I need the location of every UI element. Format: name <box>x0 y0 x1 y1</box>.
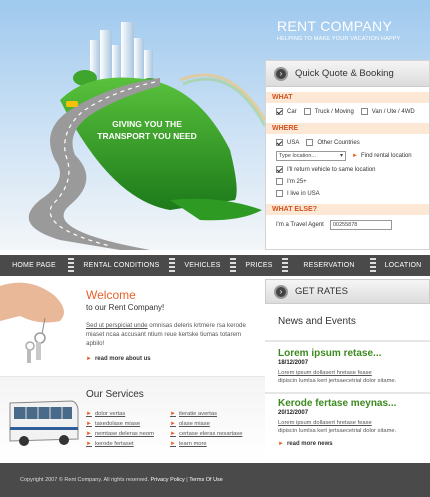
news-item <box>265 340 430 392</box>
read-more-about-row <box>86 354 261 364</box>
nav-reservation[interactable]: RESERVATION <box>303 262 355 269</box>
arrow-bullet-icon: ► <box>170 421 176 427</box>
get-rates-bar[interactable] <box>265 279 430 304</box>
services-col1 <box>86 409 154 449</box>
arrow-right-icon: › <box>274 285 288 299</box>
find-location-link[interactable]: Find rental location <box>360 153 412 159</box>
vehicle-type-row <box>266 108 429 115</box>
quote-panel-title: Quick Quote & Booking <box>295 68 394 79</box>
nav-prices[interactable]: PRICES <box>245 262 273 269</box>
checkbox-car[interactable] <box>276 108 283 115</box>
label-same-location: I'll return vehicle to same location <box>287 166 376 173</box>
location-row <box>266 151 429 161</box>
news-date: 20/12/2007 <box>278 410 309 416</box>
section-what-heading: WHAT <box>266 92 429 103</box>
news-text <box>278 419 430 435</box>
read-more-about-link[interactable]: read more about us <box>94 356 151 362</box>
nav-rental-conditions[interactable]: RENTAL CONDITIONS <box>83 262 160 269</box>
arrow-bullet-icon: ► <box>86 411 92 417</box>
main-nav <box>0 255 430 276</box>
same-location-row <box>266 166 429 173</box>
country-row <box>266 139 429 146</box>
copyright-text: Copyright 2007 © Rent Company. All rights reserved. <box>20 477 149 483</box>
welcome-link[interactable]: Sed ut perspiciat unde <box>86 322 148 329</box>
checkbox-live-usa[interactable] <box>276 190 283 197</box>
nav-home[interactable]: HOME PAGE <box>12 262 56 269</box>
arrow-bullet-icon: ► <box>170 431 176 437</box>
service-link[interactable]: ► nemtase deleras neom <box>86 431 154 437</box>
hero-slogan-line1: GIVING YOU THE <box>112 119 182 129</box>
arrow-bullet-icon: ► <box>352 153 358 159</box>
location-select[interactable]: Type location... ▾ <box>276 151 346 161</box>
welcome-section <box>0 276 265 376</box>
news-headline[interactable]: Lorem ipsum retase... <box>278 348 382 359</box>
label-van: Van / Ute / 4WD <box>371 108 415 115</box>
travel-agent-input[interactable]: 00255878 <box>330 220 392 230</box>
privacy-policy-link[interactable]: Privacy Policy <box>150 477 185 483</box>
arrow-bullet-icon: ► <box>86 431 92 437</box>
services-title: Our Services <box>86 389 144 400</box>
service-link[interactable]: ► kerode fertaset <box>86 441 134 447</box>
service-link[interactable]: ► dolor vertas <box>86 411 126 417</box>
news-headline[interactable]: Kerode fertase meynas... <box>278 398 397 409</box>
brand-name[interactable]: RENT COMPANY <box>277 18 393 34</box>
arrow-bullet-icon: ► <box>170 411 176 417</box>
news-link[interactable]: Lorem ipsum dollasert hretase fease <box>278 420 372 426</box>
travel-agent-label: I'm a Travel Agent <box>276 222 324 228</box>
checkbox-usa[interactable] <box>276 139 283 146</box>
arrow-bullet-icon: ► <box>86 421 92 427</box>
arrow-bullet-icon: ► <box>86 356 92 362</box>
footer-separator: | <box>186 477 188 483</box>
service-link[interactable]: ► certase eleras nesartase <box>170 431 243 437</box>
welcome-body <box>86 321 261 364</box>
service-link[interactable]: ► olase miase <box>170 421 210 427</box>
checkbox-age[interactable] <box>276 178 283 185</box>
news-date: 18/12/2007 <box>278 360 309 366</box>
news-body: dipiscin lumlsa kert jertsaecetrial dolor sitame. <box>278 378 397 384</box>
brand-block <box>277 18 401 42</box>
bus-image <box>6 399 80 447</box>
quote-panel-header <box>266 61 429 87</box>
footer <box>0 463 430 497</box>
read-more-news-link[interactable]: read more news <box>286 441 333 447</box>
label-car: Car <box>287 108 297 115</box>
welcome-title: Welcome <box>86 288 136 302</box>
brand-tagline: HELPING TO MAKE YOUR VACATION HAPPY <box>277 36 401 42</box>
service-link[interactable]: ► learn more <box>170 441 207 447</box>
arrow-bullet-icon: ► <box>86 441 92 447</box>
checkbox-truck[interactable] <box>304 108 311 115</box>
live-usa-row <box>266 190 429 197</box>
read-more-news-row <box>278 440 430 447</box>
terms-of-use-link[interactable]: Terms Of Use <box>189 477 223 483</box>
service-link[interactable]: ► taxedolase miase <box>86 421 141 427</box>
welcome-text: omnisas deleris krtmere rsa kerode miaset ncaa accusant ntium reue kertske tiumas totarem apbilo! <box>86 322 246 347</box>
hand-keys-image <box>0 276 80 376</box>
welcome-subtitle: to our Rent Company! <box>86 303 165 312</box>
label-usa: USA <box>287 139 300 146</box>
section-where-heading: WHERE <box>266 123 429 134</box>
label-age: I'm 25+ <box>287 178 307 185</box>
arrow-bullet-icon: ► <box>170 441 176 447</box>
section-what-else-heading: WHAT ELSE? <box>266 204 429 215</box>
hero-slogan <box>82 118 212 142</box>
service-link[interactable]: ► iteratie avertas <box>170 411 217 417</box>
checkbox-other-countries[interactable] <box>306 139 313 146</box>
nav-location[interactable]: LOCATION <box>384 262 422 269</box>
news-text <box>278 369 430 385</box>
services-section <box>0 376 265 462</box>
travel-agent-row <box>266 220 429 230</box>
checkbox-van[interactable] <box>361 108 368 115</box>
label-truck: Truck / Moving <box>314 108 354 115</box>
news-body: dipiscin lumlsa kert jertsaecetrial dolor sitame. <box>278 428 397 434</box>
services-col2 <box>170 409 242 449</box>
news-item <box>265 392 430 462</box>
checkbox-same-location[interactable] <box>276 166 283 173</box>
label-live-usa: I live in USA <box>287 190 320 197</box>
age-row <box>266 178 429 185</box>
news-link[interactable]: Lorem ipsum dollasert hretase fease <box>278 370 372 376</box>
hero-slogan-line2: TRANSPORT YOU NEED <box>97 131 197 141</box>
nav-vehicles[interactable]: VEHICLES <box>184 262 221 269</box>
get-rates-title: GET RATES <box>295 286 348 297</box>
label-other-countries: Other Countries <box>317 139 360 146</box>
quick-quote-panel <box>265 60 430 250</box>
arrow-bullet-icon: ► <box>278 441 284 447</box>
news-title: News and Events <box>278 316 356 327</box>
arrow-right-icon: › <box>274 67 288 81</box>
